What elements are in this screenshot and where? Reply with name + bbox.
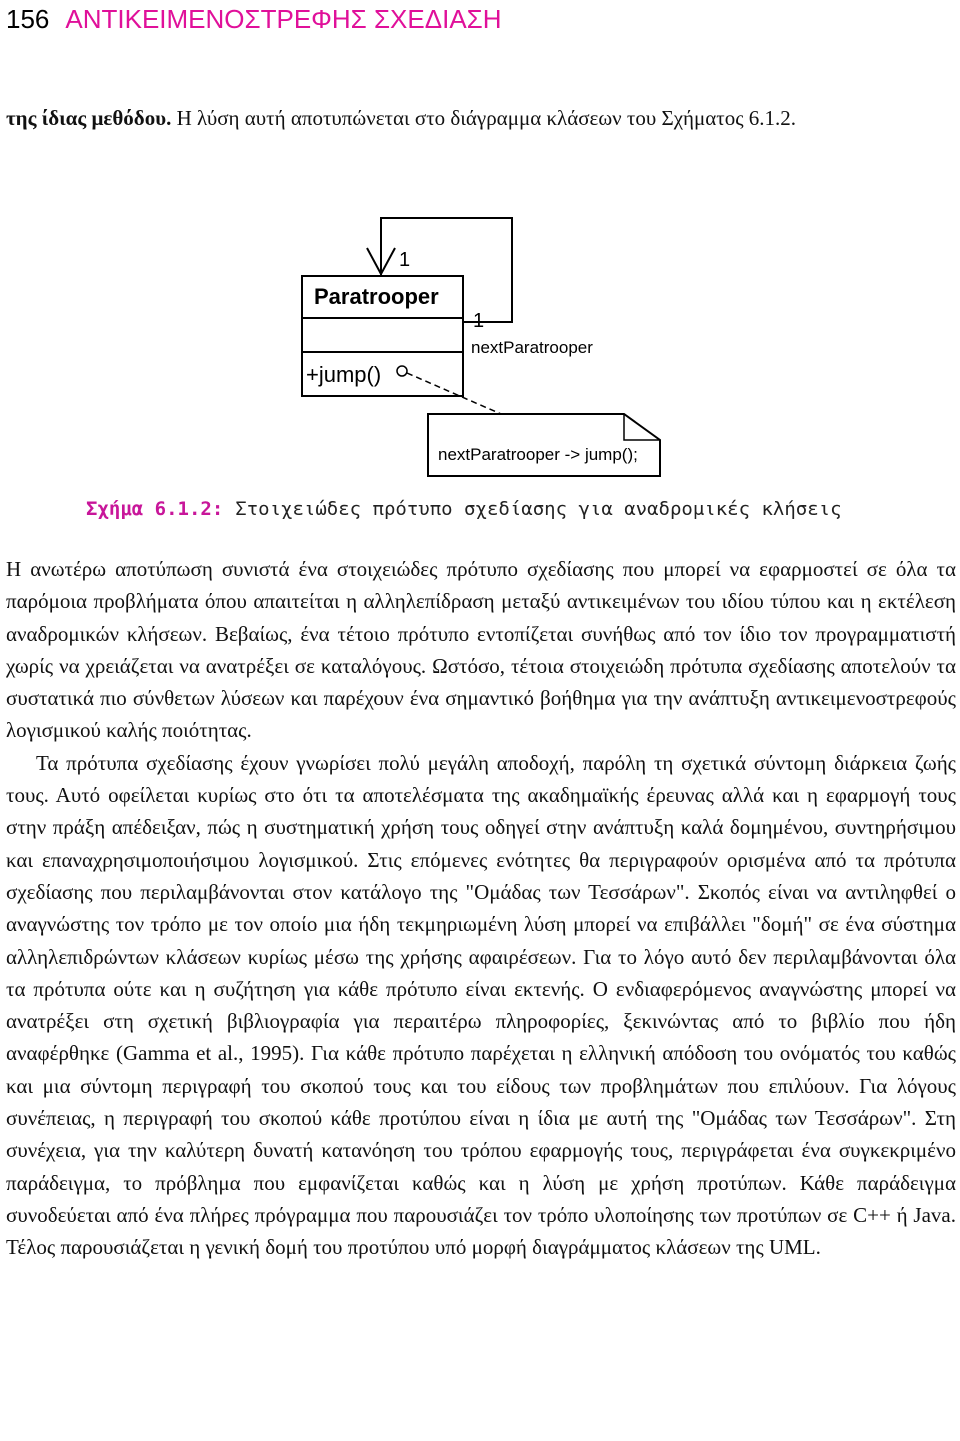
role-name: nextParatrooper <box>471 338 593 357</box>
class-name: Paratrooper <box>314 284 439 309</box>
note-text: nextParatrooper -> jump(); <box>438 445 638 464</box>
intro-bold-text: της ίδιας μεθόδου. <box>6 106 172 130</box>
multiplicity-top: 1 <box>399 249 411 271</box>
figure-caption <box>86 492 842 526</box>
uml-class-diagram <box>0 210 960 500</box>
paragraph-2: Τα πρότυπα σχεδίασης έχουν γνωρίσει πολύ μεγάλη αποδοχή, παρόλη τη σχετικά σύντομη διάρκεια ζωής τους. Αυτό οφείλεται κυρίως στο ότι τα αποτελέσματα της ακαδημαϊκής έρευνας αλλά και η εφαρμογή τους στην πράξη απέδειξαν, πώς η συστηματική χρήση τους οδηγεί στην ανάπτυξη καλά δομημένου, συντηρήσιμου και επαναχρησιμοποιήσιμου λογισμικού. Στις επόμενες ενότητες θα περιγραφούν ορισμένα από τα πρότυπα σχεδίασης που περιλαμβάνονται στον κατάλογο της "Ομάδας των Τεσσάρων". Σκοπός είναι να αντιληφθεί ο αναγνώστης τον τρόπο με τον οποίο μια ήδη τεκμηριωμένη λύση μπορεί να επιβάλλει "δομή" σε ένα σύστημα αλληλεπιδρώντων κλάσεων κυρίως μέσω της χρήσης αφαιρέσεων. Για το λόγο αυτό δεν περιλαμβάνονται όλα τα πρότυπα ούτε και η συζήτηση για κάθε πρότυπο είναι εκτενής. Ο ενδιαφερόμενος αναγνώστης μπορεί να ανατρέξει στη σχετική βιβλιογραφία για περαιτέρω πληροφορίες, ξεκινώντας από το βιβλίο που ήδη αναφέρθηκε (Gamma et al., 1995). Για κάθε πρότυπο παρέχεται η ελληνική απόδοση του ονόματός του καθώς και μια σύντομη περιγραφή του σκοπού τους και του είδους των προβλημάτων που επιλύουν. Για λόγους συνέπειας, η περιγραφή του σκοπού κάθε προτύπου είναι η ίδια με αυτή της "Ομάδας των Τεσσάρων". Στη συνέχεια, για την καλύτερη δυνατή κατανόηση του τρόπου εφαρμογής τους, περιγράφεται ένα συγκεκριμένο παράδειγμα, το πρόβλημα που εμφανίζεται καθώς και η λύση με χρήση προτύπων. Κάθε παράδειγμα συνοδεύεται από ένα πλήρες πρόγραμμα που παρουσιάζει τον τρόπο υλοποίησης των προτύπων σε C++ ή Java. Τέλος παρουσιάζεται η γενική δομή του προτύπου υπό μορφή διαγράμματος κλάσεων της UML. <box>6 750 956 1260</box>
caption-label: Σχήμα 6.1.2: <box>86 498 224 520</box>
caption-text: Στοιχειώδες πρότυπο σχεδίασης για αναδρομικές κλήσεις <box>235 498 842 520</box>
uml-figure <box>0 210 960 500</box>
running-head <box>6 2 502 36</box>
paragraph-1: Η ανωτέρω αποτύπωση συνιστά ένα στοιχειώδες πρότυπο σχεδίασης που μπορεί να εφαρμοστεί σε όλα τα παρόμοια προβλήματα όπου απαιτείται η αλληλεπίδραση μεταξύ αντικειμένων του ιδίου τύπου και η εκτέλεση αναδρομικών κλήσεων. Βεβαίως, ένα τέτοιο πρότυπο εντοπίζεται συνήθως από τον ίδιο τον προγραμματιστή χωρίς να χρειάζεται να ανατρέξει σε καταλόγους. Ωστόσο, τέτοια στοιχειώδη πρότυπα σχεδίασης αποτελούν τα συστατικά πιο σύνθετων λύσεων και παρέχουν ένα σημαντικό βοήθημα για την ανάπτυξη αντικειμενοστρεφούς λογισμικού καλής ποιότητας. <box>6 557 956 743</box>
page-number: 156 <box>6 4 50 34</box>
class-operation: +jump() <box>306 362 382 387</box>
chapter-title: ΑΝΤΙΚΕΙΜΕΝΟΣΤΡΕΦΗΣ ΣΧΕΔΙΑΣΗ <box>65 4 502 34</box>
multiplicity-right: 1 <box>473 310 485 332</box>
comment-anchor-circle <box>397 366 407 376</box>
intro-paragraph <box>6 101 956 135</box>
intro-rest-text: Η λύση αυτή αποτυπώνεται στο διάγραμμα κλάσεων του Σχήματος 6.1.2. <box>171 106 797 130</box>
body-text <box>6 553 956 1264</box>
